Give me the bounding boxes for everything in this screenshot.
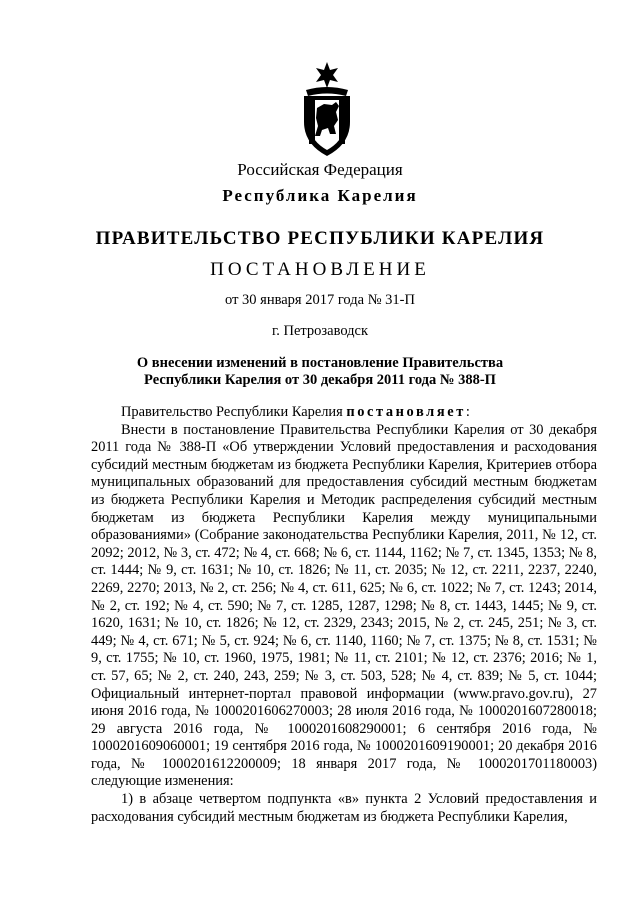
document-body <box>91 404 597 826</box>
intro-suffix: : <box>465 404 470 420</box>
intro-keyword: постановляет <box>346 404 466 420</box>
body-paragraph-1: Внести в постановление Правительства Республики Карелия от 30 декабря 2011 года № 388-П «Об утверждении Условий предоставления и расходования субсидий местным бюджетам из бюджета Республики Карелия, Критериев отбора муниципальных образований для предоставления субсидий местным бюджетам из бюджета Республики Карелия и Методик распределения субсидий местным бюджетам из бюджета Республики Карелия между муниципальными образованиями» (Собрание законодательства Республики Карелия, 2011, № 12, ст. 2092; 2012, № 3, ст. 472; № 4, ст. 668; № 6, ст. 1144, 1162; № 7, ст. 1345, 1353; № 8, ст. 1444; № 9, ст. 1631; № 10, ст. 1826; № 11, ст. 2035; № 12, ст. 2211, 2237, 2240, 2269, 2270; 2013, № 2, ст. 256; № 4, ст. 611, 625; № 6, ст. 1022; № 7, ст. 1243; 2014, № 2, ст. 192; № 4, ст. 590; № 7, ст. 1285, 1287, 1298; № 8, ст. 1443, 1445; № 9, ст. 1620, 1631; № 10, ст. 1826; № 12, ст. 2329, 2343; 2015, № 2, ст. 245, 251; № 3, ст. 449; № 4, ст. 671; № 5, ст. 924; № 6, ст. 1140, 1160; № 7, ст. 1375; № 8, ст. 1531; № 9, ст. 1755; № 10, ст. 1960, 1975, 1981; № 11, ст. 2101; № 12, ст. 2376; 2016; № 1, ст. 57, 65; № 2, ст. 240, 243, 259; № 3, ст. 503, 528; № 4, ст. 839; № 5, ст. 1044; Официальный интернет-портал правовой информации (www.pravo.gov.ru), 27 июня 2016 года, № 1000201606270003; 28 июля 2016 года, № 1000201607280018; 29 августа 2016 года, № 1000201608290001; 6 сентября 2016 года, № 1000201609060001; 19 сентября 2016 года, № 1000201609190001; 20 декабря 2016 года, № 1000201612200009; 18 января 2017 года, № 1000201701180003) следующие изменения: <box>91 421 597 790</box>
body-paragraph-2: 1) в абзаце четвертом подпункта «в» пункта 2 Условий предоставления и расходования субсидий местным бюджетам из бюджета Республики Карелия, <box>91 791 597 825</box>
document-subject <box>0 355 640 389</box>
government-title: ПРАВИТЕЛЬСТВО РЕСПУБЛИКИ КАРЕЛИЯ <box>95 228 545 249</box>
republic-name: Республика Карелия <box>222 186 418 205</box>
subject-line-2: Республики Карелия от 30 декабря 2011 года № 388-П <box>144 372 496 388</box>
document-city: г. Петрозаводск <box>271 323 369 339</box>
document-type: ПОСТАНОВЛЕНИЕ <box>210 259 430 280</box>
intro-prefix: Правительство Республики Карелия <box>121 404 347 420</box>
intro-paragraph <box>91 404 597 422</box>
document-date: от 30 января 2017 года № 31-П <box>225 292 415 308</box>
subject-line-1: О внесении изменений в постановление Правительства <box>136 355 504 371</box>
country-name: Российская Федерация <box>237 160 403 179</box>
coat-of-arms-icon <box>292 60 362 160</box>
